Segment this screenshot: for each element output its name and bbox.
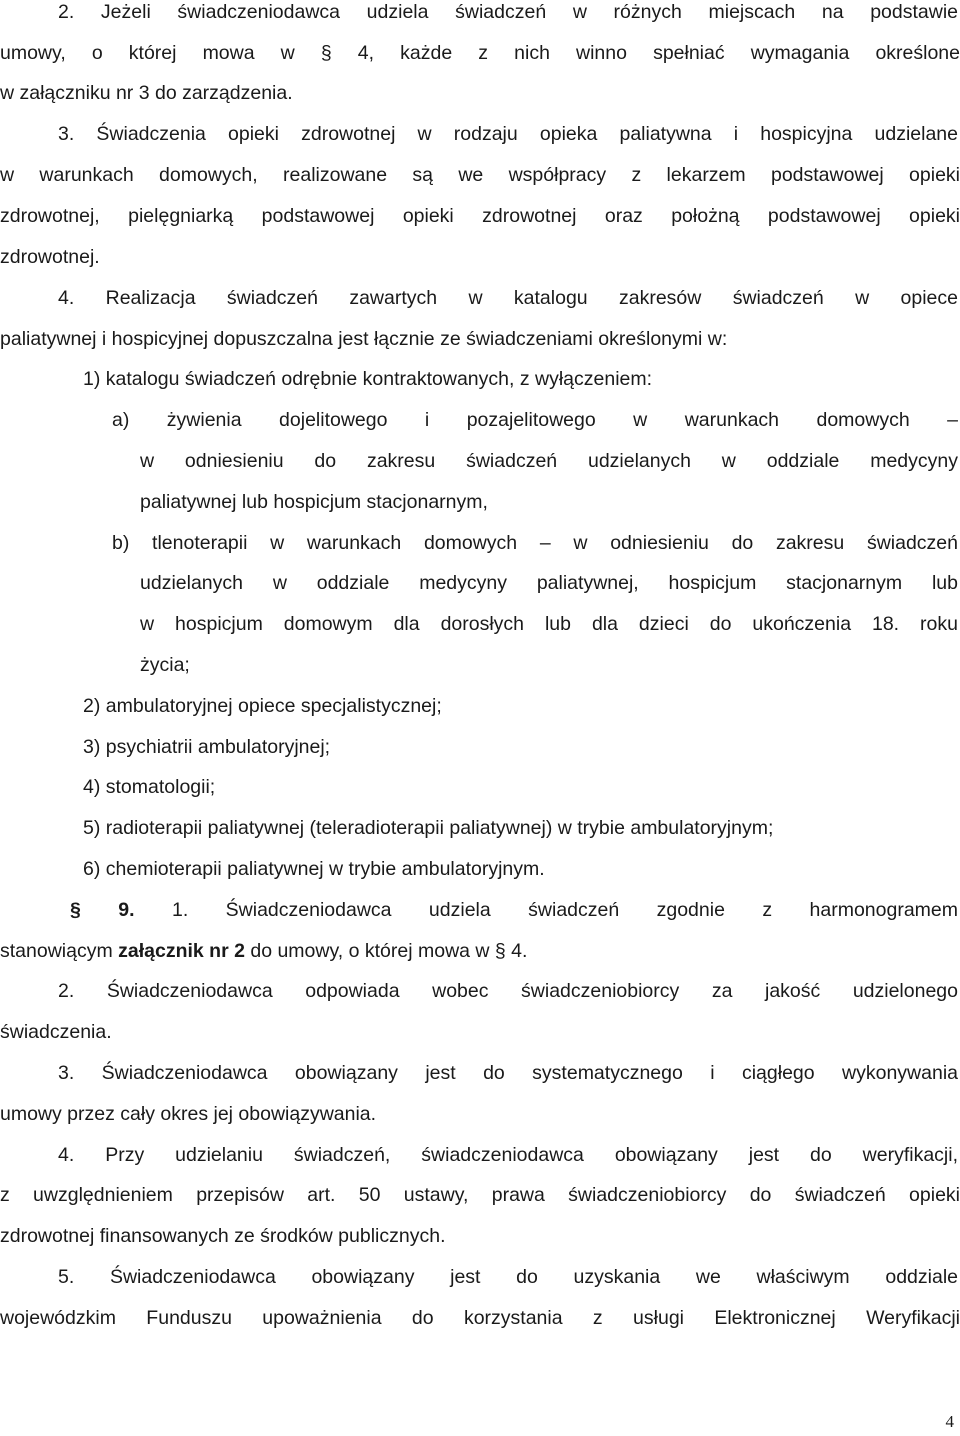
paragraph-2-line-2: umowy, o której mowa w § 4, każde z nich winno spełniać wymagania określone xyxy=(0,42,960,64)
paragraph-4-line-1: 4. Realizacja świadczeń zawartych w katalogu zakresów świadczeń w opiece xyxy=(58,287,958,309)
section-9-paragraph-2-line-1: 2. Świadczeniodawca odpowiada wobec świadczeniobiorcy za jakość udzielonego xyxy=(58,980,958,1002)
list-item-1: 1) katalogu świadczeń odrębnie kontraktowanych, z wyłączeniem: xyxy=(83,368,653,390)
sublist-item-b-line-4: życia; xyxy=(140,654,190,676)
paragraph-3-line-3: zdrowotnej, pielęgniarką podstawowej opieki zdrowotnej oraz położną podstawowej opieki xyxy=(0,205,960,227)
section-9-paragraph-4-line-1: 4. Przy udzielaniu świadczeń, świadczeniodawca obowiązany jest do weryfikacji, xyxy=(58,1144,958,1166)
section-9-heading: § 9. xyxy=(70,899,135,921)
sublist-item-a-line-3: paliatywnej lub hospicjum stacjonarnym, xyxy=(140,491,488,513)
sublist-item-a-line-1: a) żywienia dojelitowego i pozajelitowego w warunkach domowych – xyxy=(112,409,958,431)
paragraph-3-line-1: 3. Świadczenia opieki zdrowotnej w rodzaju opieka paliatywna i hospicyjna udzielane xyxy=(58,123,958,145)
section-9-paragraph-3-line-1: 3. Świadczeniodawca obowiązany jest do systematycznego i ciągłego wykonywania xyxy=(58,1062,958,1084)
list-item-5: 5) radioterapii paliatywnej (teleradioterapii paliatywnej) w trybie ambulatoryjnym; xyxy=(83,817,774,839)
page-number: 4 xyxy=(945,1412,954,1431)
section-9-paragraph-1-line-2 xyxy=(0,939,960,963)
section-9-paragraph-1-text-end: do umowy, o której mowa w § 4. xyxy=(244,940,528,962)
list-item-6: 6) chemioterapii paliatywnej w trybie ambulatoryjnym. xyxy=(83,858,545,880)
section-9-paragraph-4-line-2: z uwzględnieniem przepisów art. 50 ustawy, prawa świadczeniobiorcy do świadczeń opieki xyxy=(0,1184,960,1206)
section-9-paragraph-5-line-2: wojewódzkim Funduszu upoważnienia do korzystania z usługi Elektronicznej Weryfikacji xyxy=(0,1307,960,1329)
section-9-paragraph-4-line-3: zdrowotnej finansowanych ze środków publicznych. xyxy=(0,1225,446,1247)
paragraph-3-line-4: zdrowotnej. xyxy=(0,246,100,268)
list-item-3: 3) psychiatrii ambulatoryjnej; xyxy=(83,736,331,758)
section-9-paragraph-1-line-1 xyxy=(70,898,958,922)
section-9-paragraph-3-line-2: umowy przez cały okres jej obowiązywania. xyxy=(0,1103,377,1125)
section-9-paragraph-5-line-1: 5. Świadczeniodawca obowiązany jest do uzyskania we właściwym oddziale xyxy=(58,1266,958,1288)
paragraph-2-line-1: 2. Jeżeli świadczeniodawca udziela świadczeń w różnych miejscach na podstawie xyxy=(58,1,958,23)
sublist-item-b-line-3: w hospicjum domowym dla dorosłych lub dla dzieci do ukończenia 18. roku xyxy=(140,613,958,635)
annex-reference: załącznik nr 2 xyxy=(118,940,245,962)
paragraph-3-line-2: w warunkach domowych, realizowane są we współpracy z lekarzem podstawowej opieki xyxy=(0,164,960,186)
section-9-paragraph-1-text: 1. Świadczeniodawca udziela świadczeń zgodnie z harmonogramem xyxy=(134,899,959,921)
sublist-item-b-line-2: udzielanych w oddziale medycyny paliatywnej, hospicjum stacjonarnym lub xyxy=(140,572,958,594)
paragraph-2-line-3: w załączniku nr 3 do zarządzenia. xyxy=(0,82,293,104)
section-9-paragraph-2-line-2: świadczenia. xyxy=(0,1021,112,1043)
list-item-2: 2) ambulatoryjnej opiece specjalistycznej; xyxy=(83,695,442,717)
sublist-item-b-line-1: b) tlenoterapii w warunkach domowych – w odniesieniu do zakresu świadczeń xyxy=(112,532,958,554)
sublist-item-a-line-2: w odniesieniu do zakresu świadczeń udzielanych w oddziale medycyny xyxy=(140,450,958,472)
section-9-paragraph-1-text-start: stanowiącym xyxy=(0,940,119,962)
list-item-4: 4) stomatologii; xyxy=(83,776,216,798)
paragraph-4-line-2: paliatywnej i hospicyjnej dopuszczalna jest łącznie ze świadczeniami określonymi w: xyxy=(0,328,728,350)
